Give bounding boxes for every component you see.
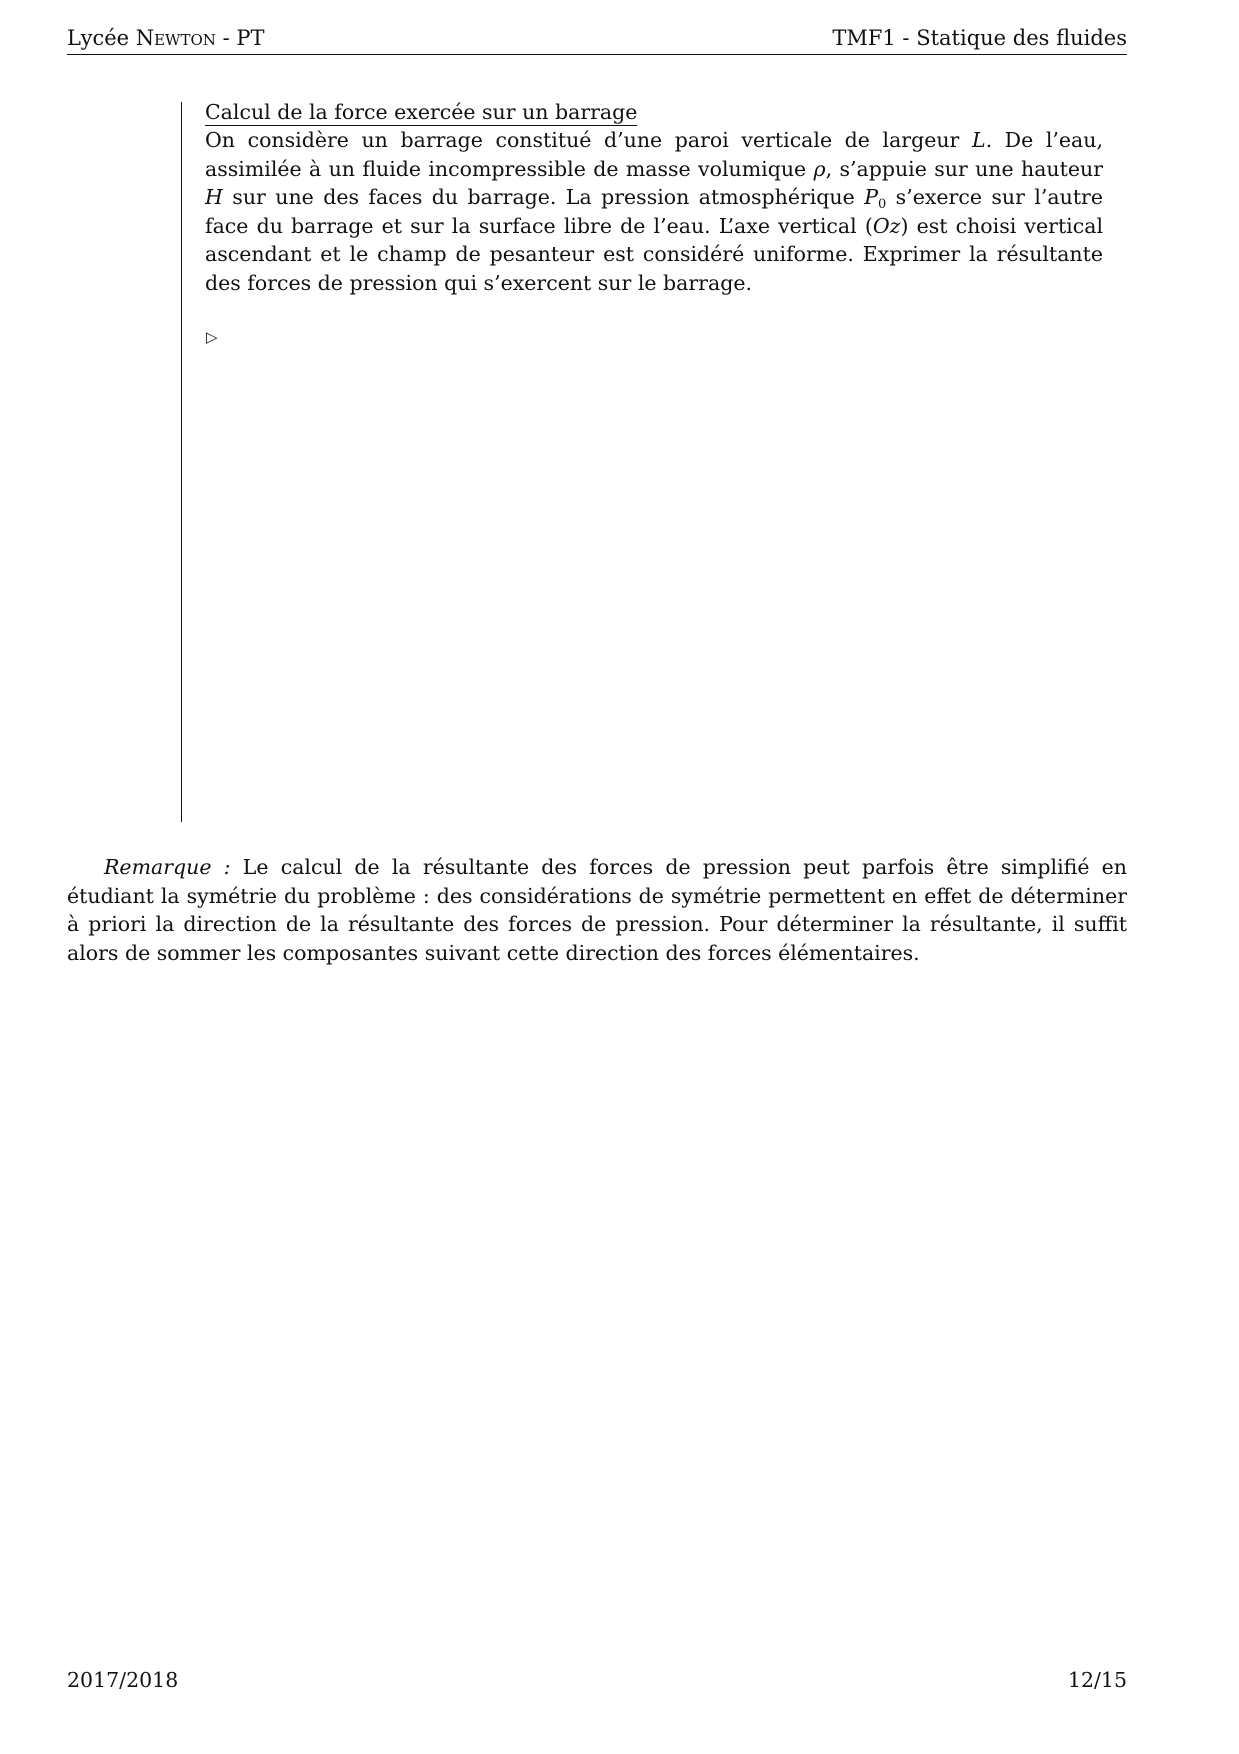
var-rho: ρ [813,156,826,181]
exercise-title: Calcul de la force exercée sur un barrage [205,100,638,124]
var-Oz: Oz [872,213,901,238]
var-P0: $P_0$ [864,185,887,213]
footer-page-number: 12/15 [1067,1668,1127,1692]
header-chapter: TMF1 - Statique des fluides [832,26,1127,50]
school-name: Newton [135,26,216,50]
var-L: L [971,128,986,152]
remark-paragraph [67,853,1127,968]
var-H: H [205,185,223,210]
exercise-statement: On considère un barrage constitué d’une paroi verticale de largeur L. De l’eau, assimilée à un fluide incompressible de masse volumique ρ, s’appuie sur une hauteur H sur une des faces du barrage. La pression atmosphérique $P_0$ s’exerce sur l’autre face du barrage et sur la surface libre de l’eau. L’axe vertical (Oz) est choisi vertical ascendant et le champ de pesanteur est considéré uniforme. Exprimer la résultante des forces de pression qui s’exercent sur le barrage. [205,128,1103,295]
answer-triangle-icon: ▷ [206,328,218,346]
page-header [67,22,1127,55]
header-school: Lycée Newton - PT [67,26,265,50]
remark-text: Le calcul de la résultante des forces de pression peut parfois être simplifié en étudiant la symétrie du problème : des considérations de symétrie permettent en effet de déterminer à priori la direction de la résultante des forces de pression. Pour déterminer la résultante, il suffit alors de sommer les composantes suivant cette direction des forces élémentaires. [67,855,1127,966]
exercise-box [181,102,1131,822]
footer-year: 2017/2018 [67,1668,179,1692]
remark-label: Remarque : [104,855,231,879]
